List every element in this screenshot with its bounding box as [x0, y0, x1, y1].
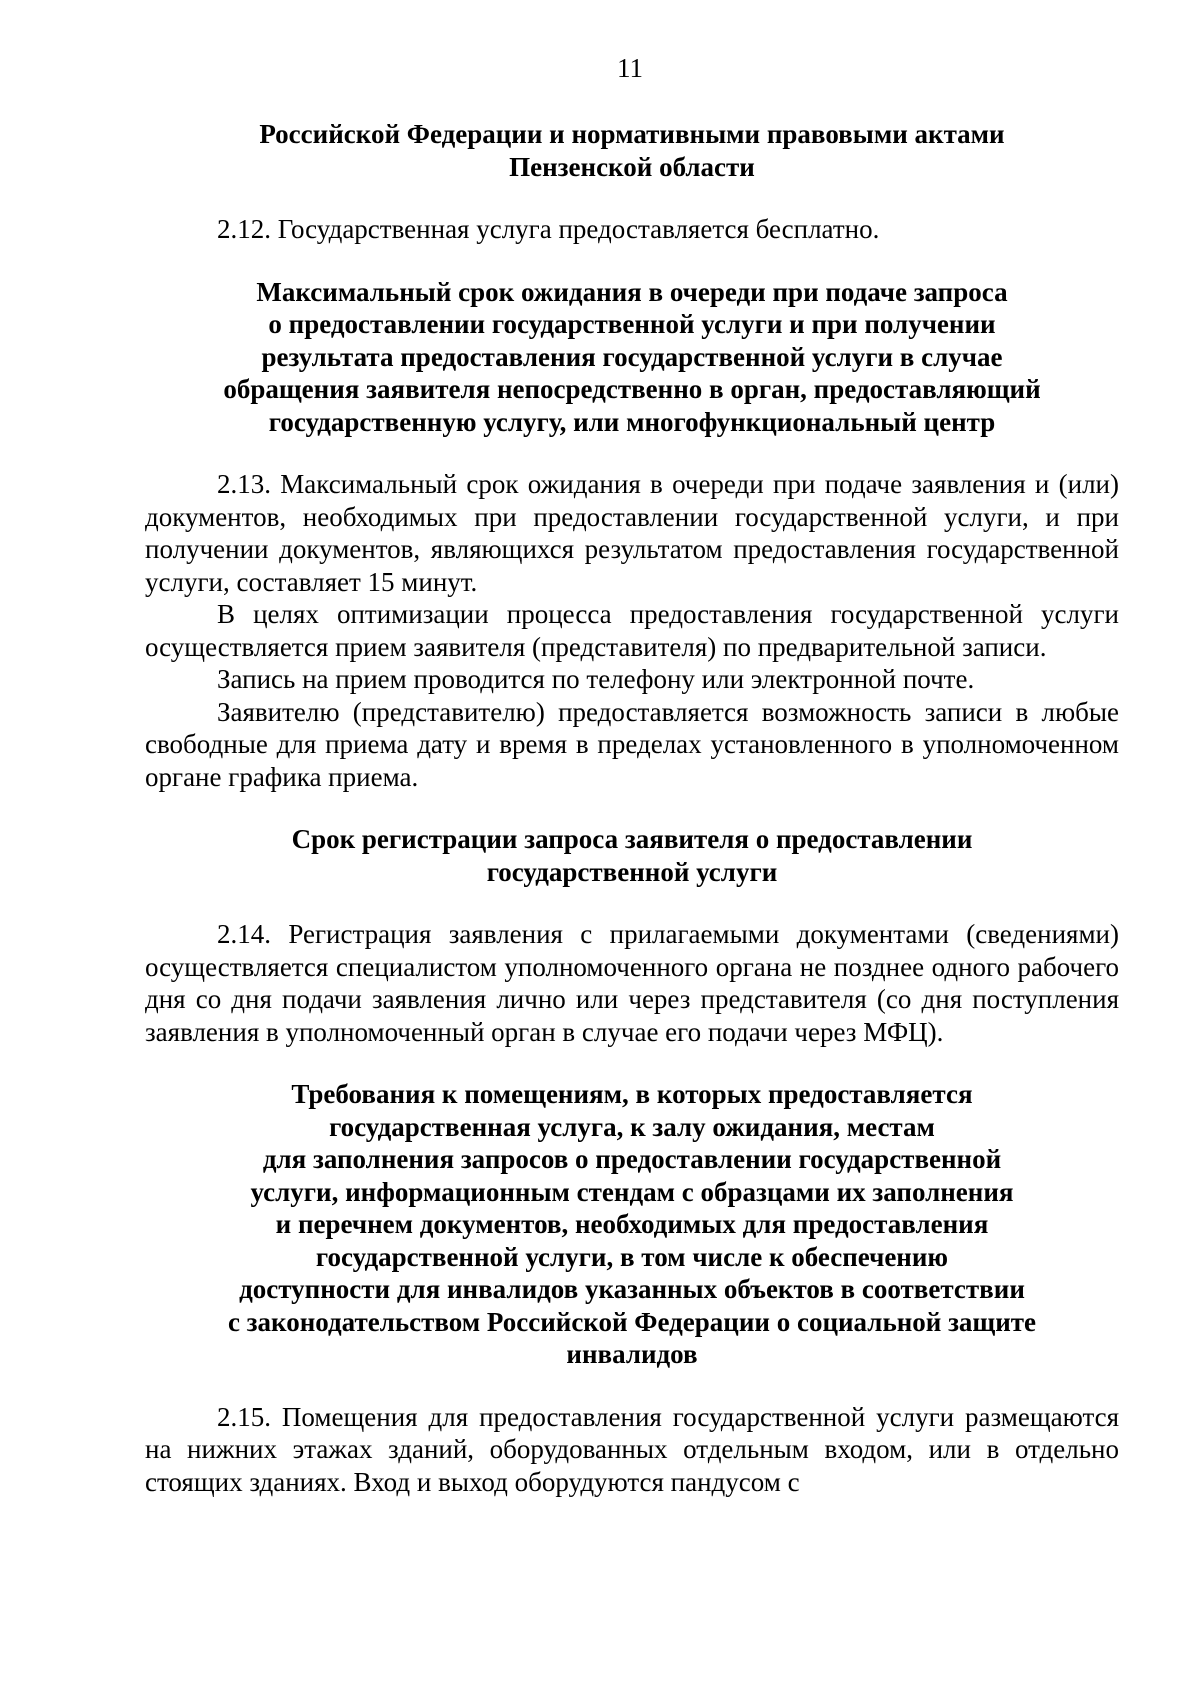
heading-line: государственная услуга, к залу ожидания, местам	[329, 1111, 935, 1142]
paragraph-2-13-appointment: В целях оптимизации процесса предоставления государственной услуги осуществляется прием заявителя (представителя) по предварительной записи.	[145, 599, 1119, 662]
paragraph-2-13-schedule: Заявителю (представителю) предоставляется возможность записи в любые свободные для приема дату и время в пределах установленного в уполномоченном органе графика приема.	[145, 696, 1119, 792]
heading-line: Срок регистрации запроса заявителя о предоставлении	[291, 824, 973, 854]
heading-line: Требования к помещениям, в которых предоставляется	[291, 1079, 973, 1109]
heading-line: результата предоставления государственной услуги в случае	[261, 341, 1003, 372]
paragraph-2-12: 2.12. Государственная услуга предоставляется бесплатно.	[217, 214, 880, 244]
paragraph-2-13: 2.13. Максимальный срок ожидания в очереди при подаче заявления и (или) документов, необходимых при предоставлении государственной услуги, и при получении документов, являющихся результатом предоставления государственной услуги, составляет 15 минут.	[145, 469, 1119, 597]
paragraph-2-13-booking: Запись на прием проводится по телефону или электронной почте.	[217, 664, 975, 694]
heading-line: услуги, информационным стендам с образцами их заполнения	[250, 1176, 1014, 1207]
heading-line: государственной услуги	[486, 856, 778, 887]
section-heading-premises-requirements	[145, 1078, 1119, 1371]
section-heading-registration-term	[145, 823, 1119, 888]
section-heading-queue-time	[145, 276, 1119, 439]
heading-line: государственной услуги, в том числе к обеспечению	[315, 1241, 949, 1272]
heading-line: о предоставлении государственной услуги и при получении	[268, 309, 996, 339]
heading-line: Пензенской области	[509, 151, 755, 182]
heading-line: с законодательством Российской Федерации о социальной защите	[227, 1306, 1037, 1337]
heading-line: обращения заявителя непосредственно в орган, предоставляющий	[223, 374, 1041, 404]
page-number: 11	[617, 53, 643, 83]
document-body	[145, 118, 1119, 1498]
heading-line: инвалидов	[566, 1339, 698, 1369]
paragraph-2-15: 2.15. Помещения для предоставления государственной услуги размещаются на нижних этажах зданий, оборудованных отдельным входом, или в отдельно стоящих зданиях. Вход и выход оборудуются пандусом с	[145, 1401, 1119, 1497]
heading-line: Максимальный срок ожидания в очереди при подаче запроса	[256, 276, 1008, 307]
heading-line: государственную услугу, или многофункциональный центр	[268, 406, 996, 437]
heading-line: доступности для инвалидов указанных объектов в соответствии	[239, 1274, 1025, 1304]
heading-line: Российской Федерации и нормативными правовыми актами	[259, 119, 1005, 149]
section-heading-legal-basis	[145, 118, 1119, 183]
paragraph-2-14: 2.14. Регистрация заявления с прилагаемыми документами (сведениями) осуществляется специалистом уполномоченного органа не позднее одного рабочего дня со дня подачи заявления лично или через представителя (со дня поступления заявления в уполномоченный орган в случае его подачи через МФЦ).	[145, 919, 1119, 1047]
heading-line: для заполнения запросов о предоставлении государственной	[262, 1144, 1002, 1174]
heading-line: и перечнем документов, необходимых для предоставления	[275, 1209, 989, 1239]
